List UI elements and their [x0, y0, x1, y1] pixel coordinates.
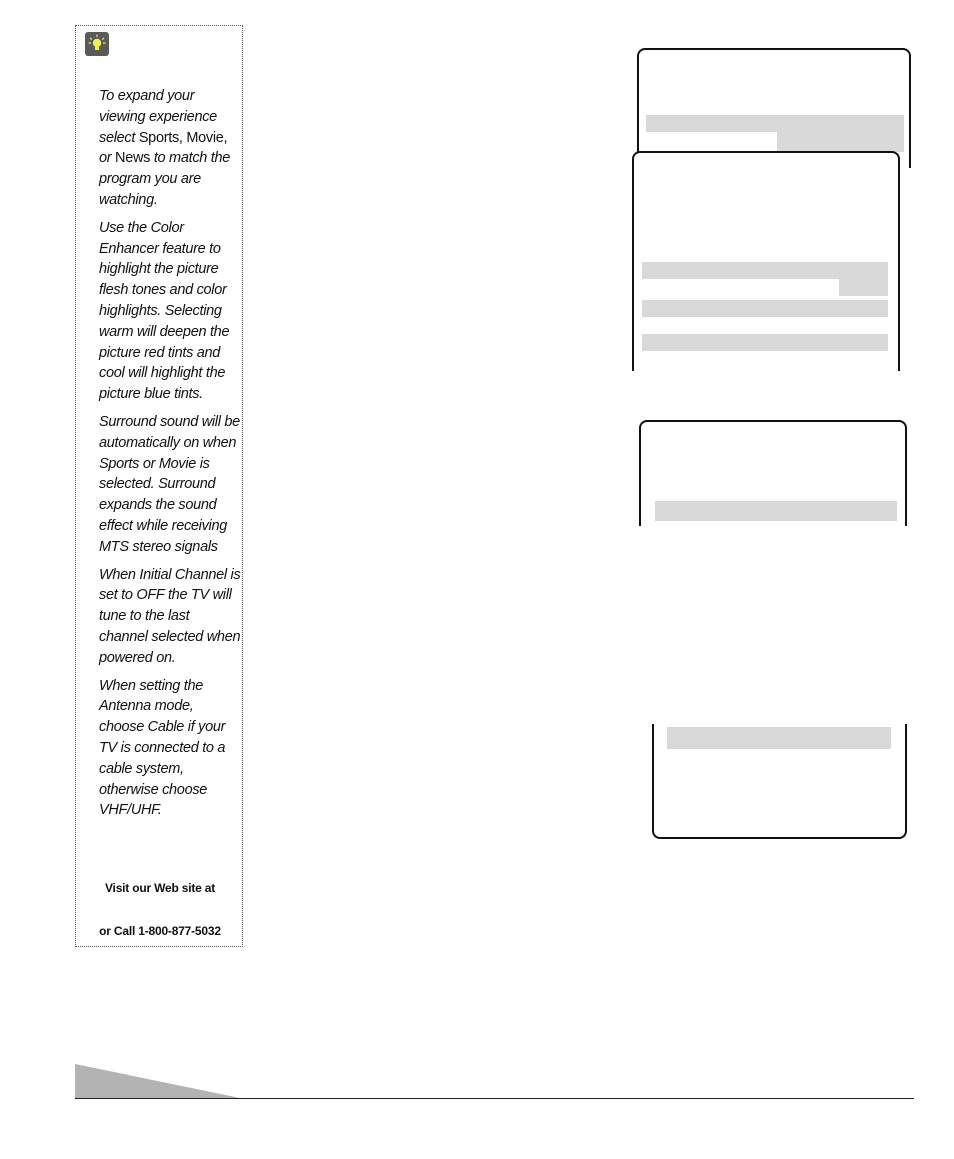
tip-initial-channel: When Initial Channel is set to OFF the TV will tune to the last channel selected when powered on.	[99, 566, 241, 666]
tips-text	[99, 86, 241, 828]
highlight-bar	[642, 300, 888, 317]
website-line: Visit our Web site at	[104, 881, 216, 895]
tip-text: to match the program you are watching.	[99, 150, 231, 208]
highlight-bar	[839, 279, 888, 296]
lightbulb-icon	[85, 32, 109, 56]
tip-option: News	[115, 150, 151, 167]
highlight-bar	[642, 334, 888, 351]
tip-color-enhancer: Use the Color Enhancer feature to highlight the picture flesh tones and color highlights. Selecting warm will deepen the picture red tints and cool will highlight the picture blue tints.	[99, 219, 230, 403]
tip-text: To expand your viewing experience select	[99, 88, 217, 146]
tip-option: Sports, Movie,	[138, 129, 228, 146]
highlight-bar	[777, 132, 904, 152]
tip-antenna: When setting the Antenna mode, choose Cable if your TV is connected to a cable system, otherwise choose VHF/UHF.	[99, 677, 226, 819]
page-tab	[75, 1064, 245, 1099]
tip-surround: Surround sound will be automatically on when Sports or Movie is selected. Surround expands the sound effect while receiving MTS stereo signals	[99, 413, 240, 555]
phone-line: or Call 1-800-877-5032	[99, 924, 221, 938]
tip-text: or	[99, 150, 116, 167]
footer-rule	[75, 1098, 914, 1099]
menu-screen-2	[632, 151, 900, 371]
menu-screen-1	[637, 48, 911, 168]
tip-picture-mode	[99, 86, 241, 211]
highlight-bar	[646, 115, 904, 132]
menu-screen-3	[639, 420, 907, 526]
highlight-bar	[667, 727, 891, 749]
highlight-bar	[655, 501, 897, 521]
menu-screen-4	[652, 724, 907, 839]
highlight-bar	[642, 262, 888, 279]
tips-sidebar	[75, 25, 243, 947]
